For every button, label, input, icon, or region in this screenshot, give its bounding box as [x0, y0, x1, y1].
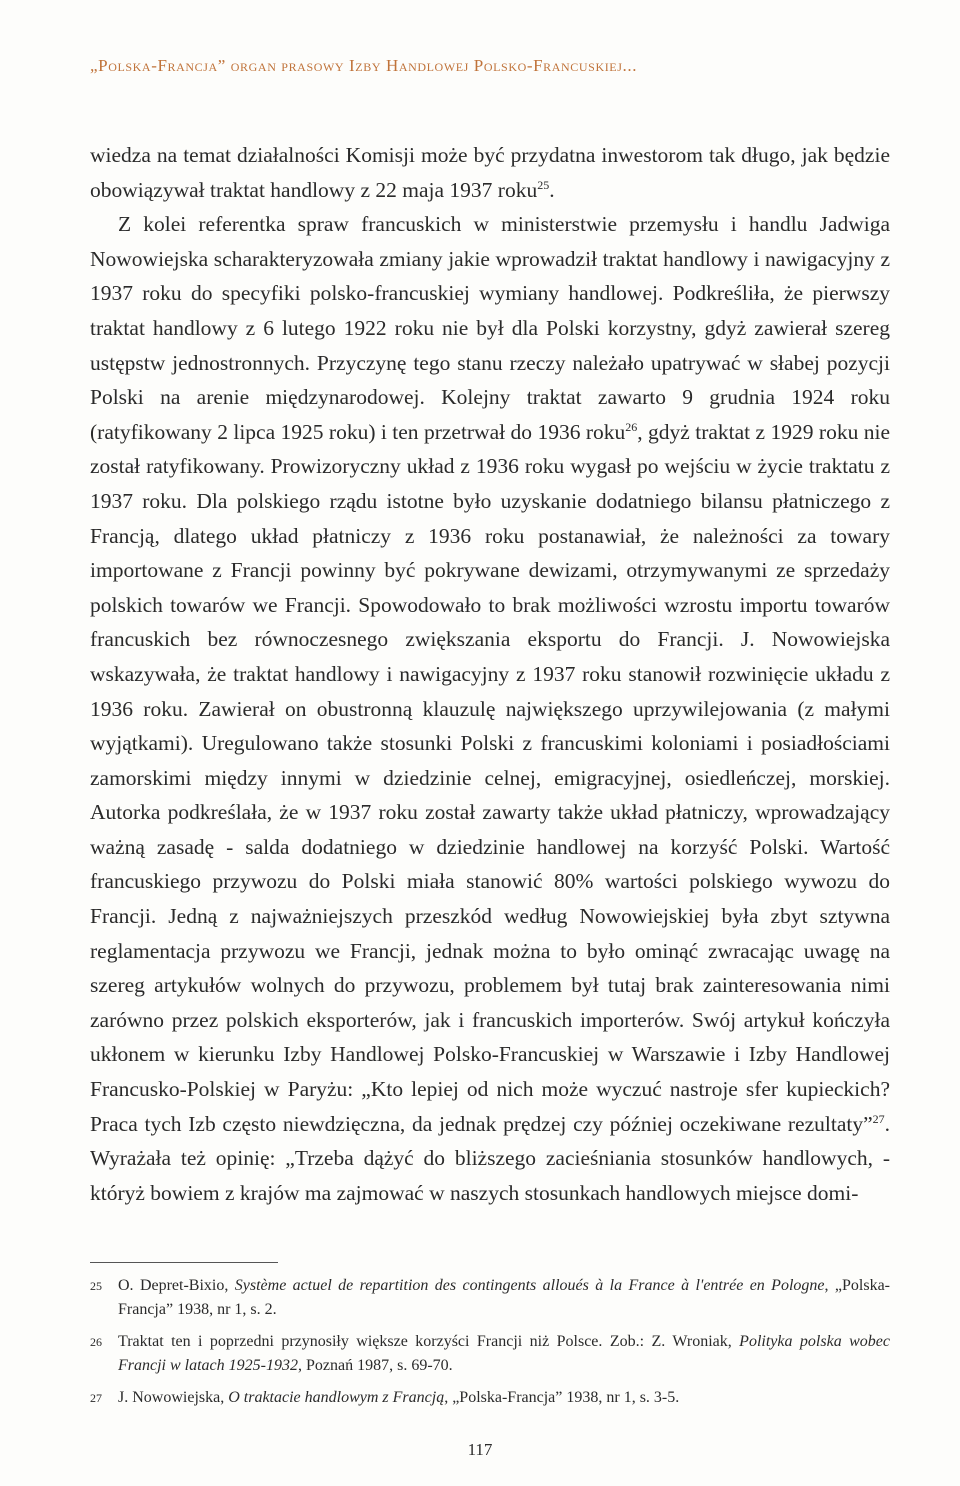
page-number: 117 — [467, 1440, 493, 1459]
footnote-number: 25 — [90, 1279, 102, 1293]
footnote-text — [118, 1386, 890, 1410]
footnote-ref-27[interactable]: 27 — [872, 1111, 885, 1126]
footnote-number: 26 — [90, 1335, 102, 1349]
running-head: „Polska-Francja” organ prasowy Izby Handlowej Polsko-Francuskiej... — [90, 56, 638, 75]
footnote-title: Système actuel de repartition des contingents alloués à la France à l'entrée en Pologne — [234, 1277, 825, 1294]
footnote-26 — [90, 1330, 890, 1378]
footnote-27 — [90, 1386, 890, 1410]
footnote-text — [118, 1274, 890, 1322]
footnote-ref-26[interactable]: 26 — [625, 419, 638, 434]
paragraph-1-end: . — [549, 177, 555, 202]
footnote-author: O. Depret-Bixio, — [118, 1277, 235, 1294]
footnote-title: O traktacie handlowym z Francją — [228, 1389, 445, 1406]
paragraph-2-text-b: , gdyż traktat z 1929 roku nie został ratyfikowany. Prowizoryczny układ z 1936 roku wygasł po wejściu w życie traktatu z 1937 roku. Dla polskiego rządu istotne było uzyskanie dodatniego bilansu płatniczego z Francją, dlatego układ płatniczy z 1936 roku postanawiał, że należności za towary importowane z Francji powinny być pokrywane dewizami, otrzymywanymi ze sprzedaży polskich towarów we Francji. Spowodowało to brak możliwości wzrostu importu towarów francuskich bez równoczesnego zwiększania eksportu do Francji. J. Nowowiejska wskazywała, że traktat handlowy i nawigacyjny z 1937 roku stanowił rozwinięcie układu z 1936 roku. Zawierał on obustronną klauzulę największego uprzywilejowania (z małymi wyjątkami). Uregulowano także stosunki Polski z francuskimi koloniami i posiadłościami zamorskimi między innymi w dziedzinie celnej, emigracyjnej, osiedleńczej, morskiej. Autorka podkreślała, że w 1937 roku został zawarty także układ płatniczy, wprowadzający ważną zasadę - salda dodatniego w dziedzinie handlowej na korzyść Polski. Wartość francuskiego przywozu do Polski miała stanowić 80% wartości polskiego wywozu do Francji. Jedną z najważniejszych przeszkód według Nowowiejskiej była zbyt sztywna reglamentacja przywozu we Francji, jednak można to było ominąć zwracając uwagę na szereg artykułów wolnych do przywozu, problemem był tutaj brak zainteresowania nimi zarówno przez polskich eksporterów, jak i francuskich importerów. Swój artykuł kończyła ukłonem w kierunku Izby Handlowej Polsko-Francuskiej w Warszawie i Izby Handlowej Francusko-Polskiej w Paryżu: „Kto lepiej od nich może wyczuć nastroje sfer kupieckich? Praca tych Izb często niewdzięczna, da jednak prędzej czy później oczekiwane rezultaty” — [90, 419, 890, 1136]
paragraph-1 — [90, 138, 890, 207]
footnote-source: , Poznań 1987, s. 69-70. — [297, 1357, 453, 1374]
footnote-separator — [90, 1262, 278, 1263]
footnote-25 — [90, 1274, 890, 1322]
footnote-ref-25[interactable]: 25 — [537, 177, 550, 192]
paragraph-2-text-a: Z kolei referentka spraw francuskich w ministerstwie przemysłu i handlu Jadwiga Nowowiejska scharakteryzowała zmiany jakie wprowadził traktat handlowy i nawigacyjny z 1937 roku do specyfiki polsko-francuskiej wymiany handlowej. Podkreśliła, że pierwszy traktat handlowy z 6 lutego 1922 roku nie był dla Polski korzystny, gdyż zawierał szereg ustępstw jednostronnych. Przyczynę tego stanu rzeczy należało upatrywać w słabej pozycji Polski na arenie międzynarodowej. Kolejny traktat zawarto 9 grudnia 1924 roku (ratyfikowany 2 lipca 1925 roku) i ten przetrwał do 1936 roku — [90, 212, 890, 444]
paragraph-1-text: wiedza na temat działalności Komisji może być przydatna inwestorom tak długo, jak będzie obowiązywał traktat handlowy z 22 maja 1937 roku — [90, 143, 890, 202]
main-text — [90, 138, 890, 1210]
footnotes — [90, 1274, 890, 1418]
footnote-text — [118, 1330, 890, 1378]
footnote-title: Polityka polska wobec Francji w latach 1925-1932 — [118, 1333, 890, 1374]
paragraph-2-text-c: . Wyrażała też opinię: „Trzeba dążyć do bliższego zacieśniania stosunków handlowych, - któryż bowiem z krajów ma zajmować w naszych stosunkach handlowych miejsce domi- — [90, 1111, 890, 1205]
footnote-author: Traktat ten i poprzedni przynosiły większe korzyści Francji niż Polsce. Zob.: Z. Wroniak, — [118, 1333, 740, 1350]
paragraph-2 — [90, 207, 890, 1210]
footnote-number: 27 — [90, 1391, 102, 1405]
footnote-source: , „Polska-Francja” 1938, nr 1, s. 3-5. — [444, 1389, 680, 1406]
footnote-author: J. Nowowiejska, — [118, 1389, 229, 1406]
footnote-source: , „Polska-Francja” 1938, nr 1, s. 2. — [118, 1277, 891, 1318]
